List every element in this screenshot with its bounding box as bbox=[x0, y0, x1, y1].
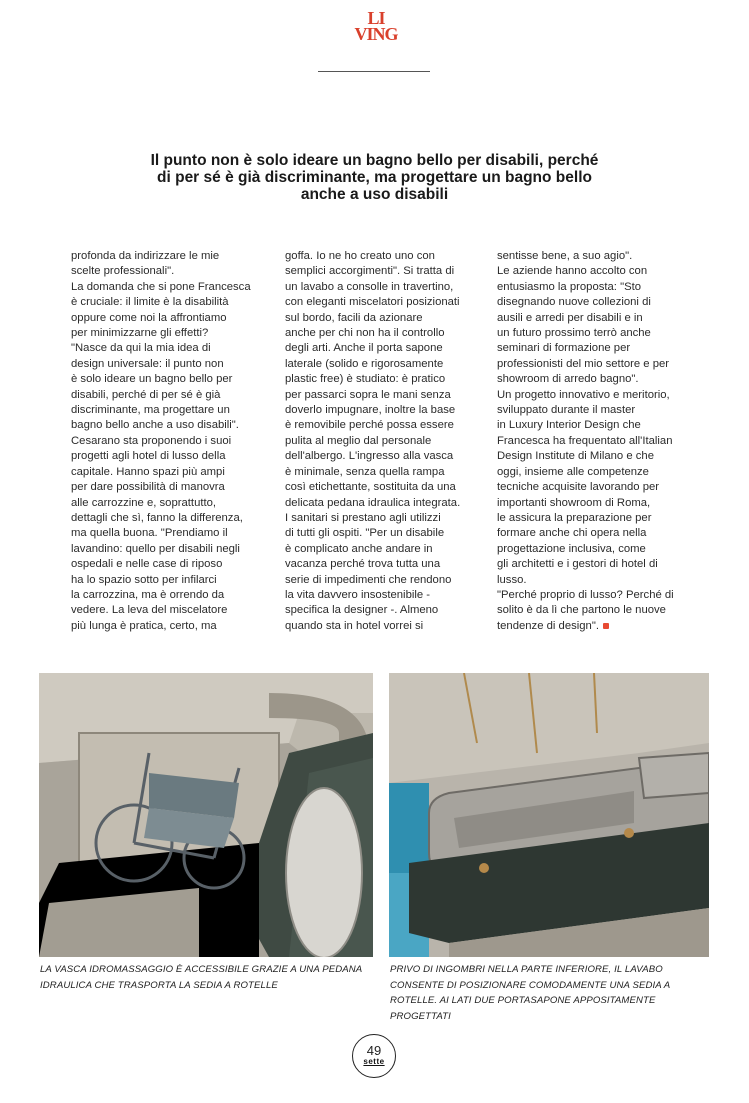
article-column-1 bbox=[71, 249, 253, 634]
pull-quote: Il punto non è solo ideare un bagno bello per disabili, perché di per sé è già discriminante, ma progettare un bagno bello anche a uso disabili bbox=[150, 152, 599, 203]
header-divider bbox=[318, 71, 430, 72]
article-end-mark bbox=[603, 623, 609, 629]
column-3-body: sentisse bene, a suo agio". Le aziende hanno accolto con entusiasmo la proposta: "Sto disegnando nuove collezioni di ausili e arredi per disabili e in un futuro prossimo terrò anche seminari di formazione per professionisti del mio settore e per showroom di arredo bagno". Un progetto innovativo e meritorio, sviluppato durante il master in Luxury Interior Design che Francesca ha frequentato all'Italian Design Institute di Milano e che oggi, insieme alle competenze tecniche acquisite lavorando per importanti showroom di Roma, le assicura la preparazione per formare anche chi opera nella progettazione inclusiva, come gli architetti e i gestori di hotel di lusso. "Perché proprio di lusso? Perché di solito è da lì che partono le nuove tendenze di design". bbox=[497, 250, 674, 632]
magazine-section-logo bbox=[352, 10, 400, 42]
caption-photo-1: LA VASCA IDROMASSAGGIO È ACCESSIBILE GRAZIE A UNA PEDANA IDRAULICA CHE TRASPORTA LA SEDIA A ROTELLE bbox=[40, 964, 362, 991]
logo-line-1: LI bbox=[367, 8, 385, 28]
column-3-text bbox=[497, 249, 679, 634]
caption-photo-2: PRIVO DI INGOMBRI NELLA PARTE INFERIORE, IL LAVABO CONSENTE DI POSIZIONARE COMODAMENTE UNA SEDIA A ROTELLE. AI LATI DUE PORTASAPONE APPOSITAMENTE PROGETTATI bbox=[390, 964, 670, 1022]
logo-line-2: VING bbox=[354, 24, 398, 44]
article-column-2 bbox=[285, 249, 467, 634]
column-2-text: goffa. Io ne ho creato uno con semplici accorgimenti". Si tratta di un lavabo a consolle in travertino, con eleganti miscelatori posizionati sul bordo, facili da azionare anche per chi non ha il controllo degli arti. Anche il porta sapone laterale (solido e rigorosamente plastic free) è studiato: è pratico per passarci sopra le mani senza doverlo impugnare, inoltre la base è removibile perché possa essere pulita al meglio dal personale dell'albergo. L'ingresso alla vasca è minimale, senza quella rampa così etichettante, sostituita da una delicata pedana idraulica integrata. I sanitari si prestano agli utilizzi di tutti gli ospiti. "Per un disabile è complicato anche andare in vacanza perché trova tutta una serie di impedimenti che rendono la vita davvero insostenibile - specifica la designer -. Almeno quando sta in hotel vorrei si bbox=[285, 250, 461, 632]
column-1-text: profonda da indirizzare le mie scelte professionali". La domanda che si pone Francesca è cruciale: il limite è la disabilità oppure come noi la affrontiamo per minimizzarne gli effetti? "Nasce da qui la mia idea di design universale: il punto non è solo ideare un bagno bello per disabili, perché di per sé è già discriminante, ma progettare un bagno bello anche a uso disabili". Cesarano sta proponendo i suoi progetti agli hotel di lusso della capitale. Hanno spazi più ampi per dare possibilità di manovra alle carrozzine e, soprattutto, dettagli che sì, fanno la differenza, ma quella buona. "Prendiamo il lavandino: quello per disabili negli ospedali e nelle case di riposo ha lo spazio sotto per infilarci la carrozzina, ma è orrendo da vedere. La leva del miscelatore più lunga è pratica, certo, ma bbox=[71, 250, 251, 632]
article-column-3 bbox=[497, 249, 679, 634]
photo-washbasin-console bbox=[389, 673, 709, 957]
page-number-badge bbox=[352, 1034, 396, 1078]
page-number: 49 bbox=[366, 1043, 382, 1058]
photo-bathtub-wheelchair bbox=[39, 673, 373, 957]
magazine-brand: sette bbox=[363, 1057, 385, 1066]
